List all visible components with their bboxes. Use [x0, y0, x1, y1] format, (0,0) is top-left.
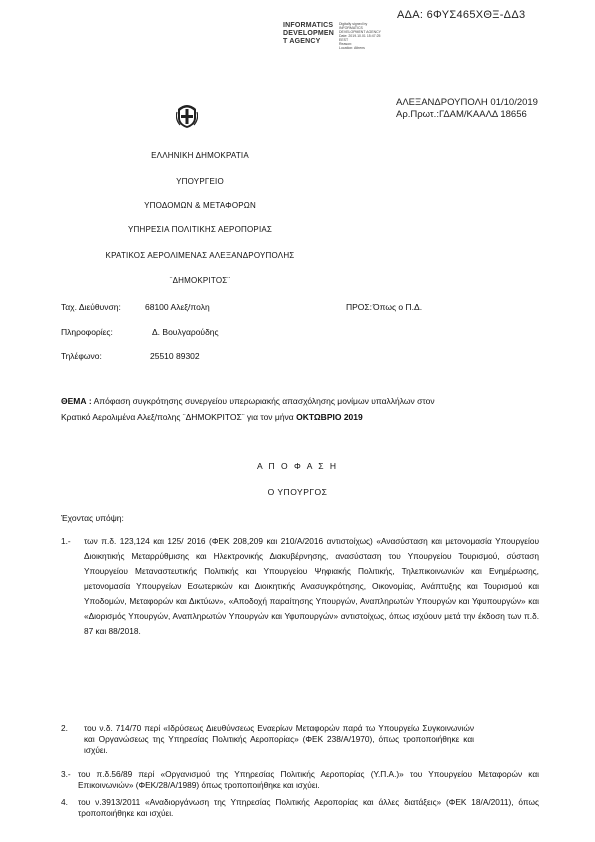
header-airport-name: ¨ΔΗΜΟΚΡΙΤΟΣ¨ [169, 276, 231, 285]
subject-line-2 [61, 409, 543, 425]
signature-details [339, 22, 381, 50]
subject-month: ΟΚΤΩΒΡΙΟ 2019 [296, 412, 363, 422]
list-item [61, 534, 539, 639]
to-label: ΠΡΟΣ: [346, 302, 373, 312]
item-text: του ν.δ. 714/70 περί «Ιδρύσεως Διευθύνσεως Εναερίων Μεταφορών παρά τω Υπουργείω Συγκοινωνιών και Οργανώσεως της Υπηρεσίας Πολιτικής Αεροπορίας» (ΦΕΚ 238/Α/1970), όπως τροποποιήθηκε και ισχύει. [84, 723, 474, 755]
item-text: του π.δ.56/89 περί «Οργανισμού της Υπηρεσίας Πολιτικής Αεροπορίας (Υ.Π.Α.)» του Υπουργείου Μεταφορών και Επικοινωνιών» (ΦΕΚ/28/Α/1989) όπως τροποποιήθηκε και ισχύει. [78, 769, 539, 790]
address-label: Ταχ. Διεύθυνση: [61, 302, 121, 312]
signature-detail: EEST [339, 38, 349, 42]
address-value: 68100 Αλεξ/πολη [145, 302, 210, 312]
signature-agency-name [283, 22, 334, 50]
item-number: 4. [61, 797, 68, 807]
list-item [61, 723, 539, 756]
header-ministry: ΥΠΟΥΡΓΕΙΟ [176, 177, 224, 186]
signature-detail: DEVELOPMENT AGENCY [339, 30, 381, 34]
place-date-block [396, 97, 538, 121]
item-number: 3.- [61, 769, 71, 779]
phone-label: Τηλέφωνο: [61, 351, 102, 361]
to-value: Όπως ο Π.Δ. [373, 302, 423, 312]
item-text: του ν.3913/2011 «Αναδιοργάνωση της Υπηρεσίας Πολιτικής Αεροπορίας και άλλες διατάξεις» (ΦΕΚ 18/Α/2011), όπως τροποποιήθηκε και ισχύει. [78, 797, 539, 818]
decision-heading: Α Π Ο Φ Α Σ Η [256, 461, 339, 471]
ada-code: ΑΔΑ: 6ΦΥΣ465ΧΘΞ-ΔΔ3 [397, 9, 526, 21]
signature-detail: Date: 2019.10.01 15:47:25 [339, 34, 381, 38]
subject-text-cont: Κρατικό Αερολιμένα Αλεξ/πολης ¨ΔΗΜΟΚΡΙΤΟΣ¨ για τον μήνα [61, 412, 297, 422]
info-value: Δ. Βουλγαρούδης [152, 327, 219, 337]
header-airport: ΚΡΑΤΙΚΟΣ ΑΕΡΟΛΙΜΕΝΑΣ ΑΛΕΞΑΝΔΡΟΥΠΟΛΗΣ [105, 251, 295, 260]
signature-detail: Digitally signed by [339, 22, 368, 26]
phone-value: 25510 89302 [150, 351, 200, 361]
item-text: των π.δ. 123,124 και 125/ 2016 (ΦΕΚ 208,209 και 210/Α/2016 αντιστοίχως) «Ανασύσταση και μετονομασία Υπουργείου Διοικητικής Μεταρρύθμισης και Ηλεκτρονικής Διακυβέρνησης, ανασύσταση του Υπουργείου Τουρισμού, σύσταση Υπουργείου Μεταναστευτικής Πολιτικής και Υπουργείου Ψηφιακής Πολιτικής, Τηλεπικοινωνιών και Ενημέρωσης, μετονομασία Υπουργείων Εσωτερικών και Διοικητικής Ανασυγκρότησης, Οικονομίας, Ανάπτυξης και Τουρισμού και Υποδομών, Μεταφορών και Δικτύων», «Αποδοχή παραίτησης Υπουργών, Αναπληρωτών Υπουργών και Υφυπουργών» και «Διορισμός Υπουργών, Αναπληρωτών Υπουργών και Υφυπουργών» αντιστοίχως, όπως ισχύουν μετά την έκδοση των π.δ. 87 και 88/2018. [84, 536, 539, 636]
subject-label: ΘΕΜΑ : [61, 396, 92, 406]
place-date: ΑΛΕΞΑΝΔΡΟΥΠΟΛΗ 01/10/2019 [396, 97, 538, 108]
signature-detail: Reason: [339, 42, 353, 46]
signature-detail: Location: Athens [339, 46, 365, 50]
greek-coat-of-arms-icon [176, 103, 198, 129]
signature-line: T AGENCY [283, 38, 321, 45]
info-label: Πληροφορίες: [61, 327, 113, 337]
subject-text: Απόφαση συγκρότησης συνεργείου υπερωριακής απασχόλησης μονίμων υπαλλήλων στον [93, 396, 435, 406]
minister-heading: Ο ΥΠΟΥΡΓΟΣ [267, 487, 328, 497]
subject-block [61, 393, 543, 425]
digital-signature-stamp [283, 22, 381, 50]
item-number: 1.- [61, 536, 71, 546]
header-republic: ΕΛΛΗΝΙΚΗ ΔΗΜΟΚΡΑΤΙΑ [151, 151, 249, 160]
signature-detail: INFORMATICS [339, 26, 363, 30]
subject-line-1 [61, 393, 543, 409]
item-number: 2. [61, 723, 68, 733]
header-ministry-name: ΥΠΟΔΟΜΩΝ & ΜΕΤΑΦΟΡΩΝ [144, 201, 256, 210]
considering-label: Έχοντας υπόψη: [61, 513, 124, 523]
list-item [61, 769, 539, 791]
list-item [61, 797, 539, 819]
header-service: ΥΠΗΡΕΣΙΑ ΠΟΛΙΤΙΚΗΣ ΑΕΡΟΠΟΡΙΑΣ [127, 225, 273, 234]
protocol-number: Αρ.Πρωτ.:ΓΔΑΜ/ΚΑΑΛΔ 18656 [396, 109, 527, 120]
signature-line: INFORMATICS [283, 22, 334, 29]
signature-line: DEVELOPMEN [283, 30, 335, 37]
